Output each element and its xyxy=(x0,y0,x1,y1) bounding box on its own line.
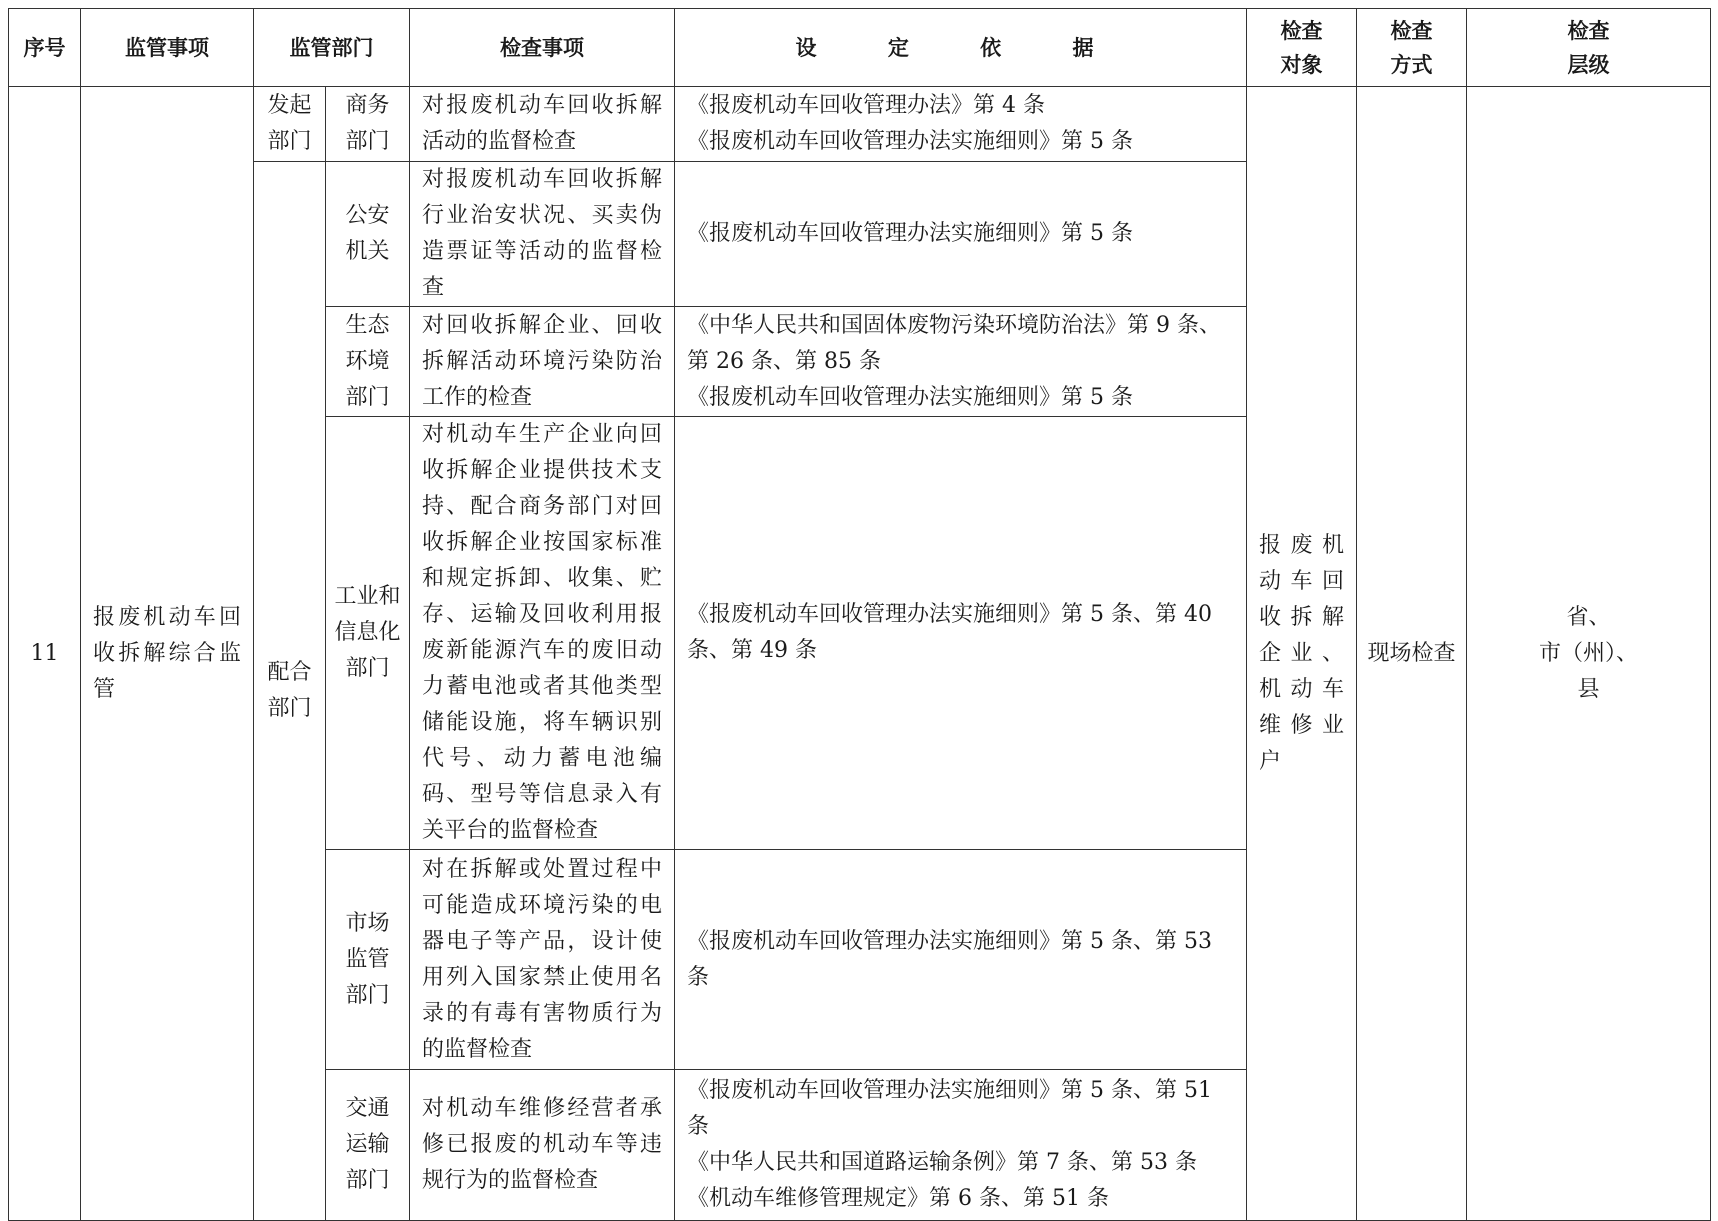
check-item: 对在拆解或处置过程中可能造成环境污染的电器电子等产品，设计使用列入国家禁止使用名录的有毒有害物质行为的监督检查 xyxy=(410,850,675,1070)
assist-dept-role: 配合 部门 xyxy=(254,162,326,1221)
legal-basis: 《报废机动车回收管理办法》第 4 条 《报废机动车回收管理办法实施细则》第 5 条 xyxy=(675,87,1247,162)
check-target: 报废机动车回收拆解企业、机动车维修业户 xyxy=(1247,87,1357,1221)
header-method: 检查 方式 xyxy=(1357,9,1467,87)
lead-dept-role: 发起 部门 xyxy=(254,87,326,162)
dept-name: 生态 环境 部门 xyxy=(326,307,410,417)
legal-basis: 《中华人民共和国固体废物污染环境防治法》第 9 条、第 26 条、第 85 条 《报废机动车回收管理办法实施细则》第 5 条 xyxy=(675,307,1247,417)
header-dept: 监管部门 xyxy=(254,9,410,87)
dept-name: 公安 机关 xyxy=(326,162,410,307)
dept-name: 市场 监管 部门 xyxy=(326,850,410,1070)
header-item: 监管事项 xyxy=(81,9,254,87)
dept-name: 工业和 信息化 部门 xyxy=(326,417,410,850)
dept-name: 商务 部门 xyxy=(326,87,410,162)
header-check: 检查事项 xyxy=(410,9,675,87)
row-number: 11 xyxy=(9,87,81,1221)
check-item: 对机动车维修经营者承修已报废的机动车等违规行为的监督检查 xyxy=(410,1070,675,1221)
check-level: 省、 市（州）、 县 xyxy=(1467,87,1711,1221)
header-no: 序号 xyxy=(9,9,81,87)
dept-name: 交通 运输 部门 xyxy=(326,1070,410,1221)
check-item: 对报废机动车回收拆解行业治安状况、买卖伪造票证等活动的监督检查 xyxy=(410,162,675,307)
regulation-table xyxy=(8,8,1711,1221)
check-item: 对机动车生产企业向回收拆解企业提供技术支持、配合商务部门对回收拆解企业按国家标准和规定拆卸、收集、贮存、运输及回收利用报废新能源汽车的废旧动力蓄电池或者其他类型储能设施，将车辆识别代号、动力蓄电池编码、型号等信息录入有关平台的监督检查 xyxy=(410,417,675,850)
table-row xyxy=(9,87,1711,162)
check-method: 现场检查 xyxy=(1357,87,1467,1221)
legal-basis: 《报废机动车回收管理办法实施细则》第 5 条、第 53 条 xyxy=(675,850,1247,1070)
header-level: 检查 层级 xyxy=(1467,9,1711,87)
check-item: 对报废机动车回收拆解活动的监督检查 xyxy=(410,87,675,162)
legal-basis: 《报废机动车回收管理办法实施细则》第 5 条、第 51 条 《中华人民共和国道路运输条例》第 7 条、第 53 条 《机动车维修管理规定》第 6 条、第 51 条 xyxy=(675,1070,1247,1221)
header-basis: 设 定 依 据 xyxy=(675,9,1247,87)
check-item: 对回收拆解企业、回收拆解活动环境污染防治工作的检查 xyxy=(410,307,675,417)
legal-basis: 《报废机动车回收管理办法实施细则》第 5 条、第 40 条、第 49 条 xyxy=(675,417,1247,850)
legal-basis: 《报废机动车回收管理办法实施细则》第 5 条 xyxy=(675,162,1247,307)
supervision-item: 报废机动车回收拆解综合监管 xyxy=(81,87,254,1221)
header-row xyxy=(9,9,1711,87)
header-target: 检查 对象 xyxy=(1247,9,1357,87)
